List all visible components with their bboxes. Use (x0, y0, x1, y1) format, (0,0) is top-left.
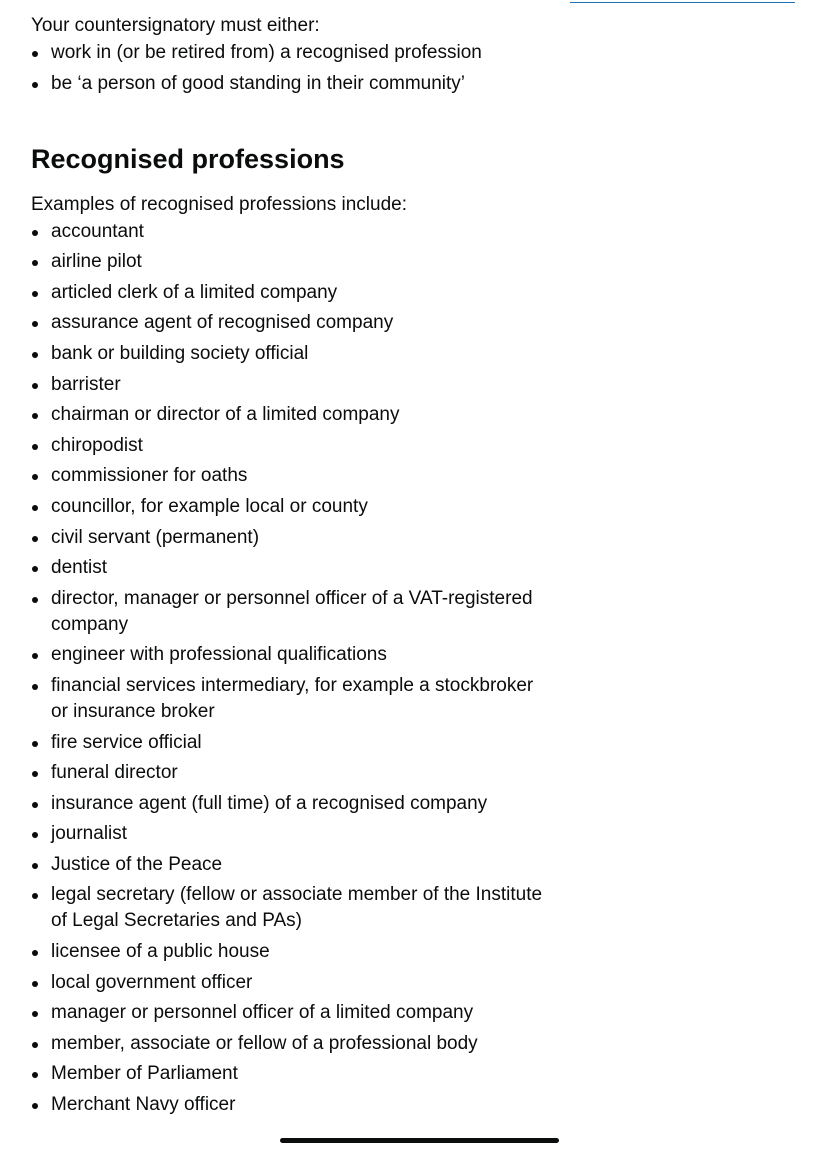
list-item: commissioner for oaths (31, 463, 551, 489)
list-item: bank or building society official (31, 341, 551, 367)
home-indicator[interactable] (280, 1138, 559, 1143)
list-item: airline pilot (31, 249, 551, 275)
list-item: director, manager or personnel officer of a VAT-registered company (31, 586, 551, 638)
list-item: articled clerk of a limited company (31, 280, 551, 306)
list-item: civil servant (permanent) (31, 525, 551, 551)
list-item: fire service official (31, 730, 551, 756)
countersignatory-options-list (31, 40, 551, 97)
list-item: engineer with professional qualifications (31, 642, 551, 668)
list-item: Justice of the Peace (31, 852, 551, 878)
list-item: Merchant Navy officer (31, 1092, 551, 1118)
professions-intro: Examples of recognised professions include: (31, 193, 407, 215)
list-item: financial services intermediary, for example a stockbroker or insurance broker (31, 673, 551, 725)
list-item: work in (or be retired from) a recognised profession (31, 40, 551, 66)
list-item: manager or personnel officer of a limited company (31, 1000, 551, 1026)
countersignatory-intro: Your countersignatory must either: (31, 15, 320, 36)
list-item: funeral director (31, 760, 551, 786)
list-item: assurance agent of recognised company (31, 310, 551, 336)
list-item: member, associate or fellow of a professional body (31, 1031, 551, 1057)
professions-list (31, 219, 551, 1118)
list-item: be ‘a person of good standing in their community’ (31, 71, 551, 97)
section-heading: Recognised professions (31, 143, 345, 174)
list-item: Member of Parliament (31, 1061, 551, 1087)
list-item: dentist (31, 555, 551, 581)
list-item: journalist (31, 821, 551, 847)
list-item: licensee of a public house (31, 939, 551, 965)
list-item: councillor, for example local or county (31, 494, 551, 520)
list-item: barrister (31, 372, 551, 398)
list-item: legal secretary (fellow or associate member of the Institute of Legal Secretaries and PAs) (31, 882, 551, 934)
top-link-underline[interactable] (570, 2, 795, 3)
list-item: chiropodist (31, 433, 551, 459)
list-item: accountant (31, 219, 551, 245)
main-content (31, 12, 551, 1123)
list-item: chairman or director of a limited company (31, 402, 551, 428)
list-item: insurance agent (full time) of a recognised company (31, 791, 551, 817)
list-item: local government officer (31, 970, 551, 996)
